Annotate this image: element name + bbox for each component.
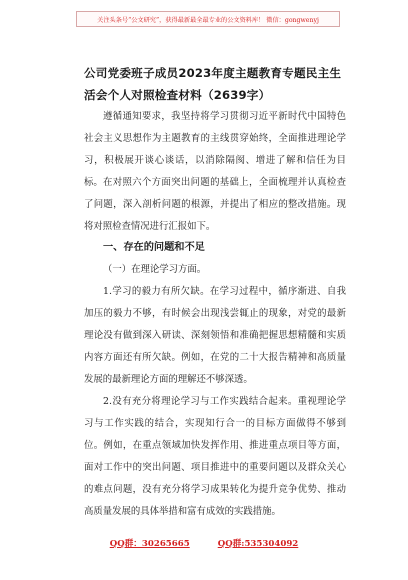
section-heading-problems: 一、存在的问题和不足 (103, 242, 205, 253)
intro-paragraph-1: 遵循通知要求，我坚持将学习贯彻习近平新时代中国特色社会主义思想作为主题教育的主线贯穿始终，全面推进理论学习，积极展开谈心谈话，以消除隔阂、增进了解和信任为目标。 (84, 111, 346, 188)
point-2-paragraph: 2.没有充分将理论学习与工作实践结合起来。重视理论学习与工作实践的结合，实现知行合一的目标方面做得不够到位。例如，在重点领域加快发挥作用、推进重点项目等方面，面对工作中的突出问题、项目推进中的重要问题以及群众关心的难点问题，没有充分将学习成果转化为提升竞争优势、推动高质量发展的具体举措和富有成效的实践措施。 (84, 396, 346, 517)
subsection-heading-theory: （一）在理论学习方面。 (103, 264, 207, 275)
document-title: 公司党委班子成员2023年度主题教育专题民主生活会个人对照检查材料（2639字） (84, 66, 342, 102)
footer-contacts (0, 537, 408, 549)
footer-qq-group-2[interactable]: QQ群:535304092 (217, 539, 299, 549)
point-1-paragraph: 1.学习的毅力有所欠缺。在学习过程中，循序渐进、自我加压的毅力不够，有时候会出现浅尝辄止的现象，对党的最新理论没有做到深入研读、深刻领悟和准确把握思想精髓和实质内容方面还有所欠缺。例如，在党的二十大报告精神和高质量发展的最新理论方面的理解还不够深透。 (84, 286, 346, 385)
banner-text: 关注头条号“公文研究”，获得最新最全最专业的公文资料库！ 微信：gongwenyj (97, 16, 319, 24)
intro-paragraph-2: 在对照六个方面突出问题的基础上，全面梳理并认真检查了问题，深入剖析问题的根源，并提出了相应的整改措施。现将对照检查情况进行汇报如下。 (84, 177, 346, 232)
top-banner (76, 11, 340, 27)
footer-qq-group-1[interactable]: QQ群：30265665 (109, 539, 190, 549)
